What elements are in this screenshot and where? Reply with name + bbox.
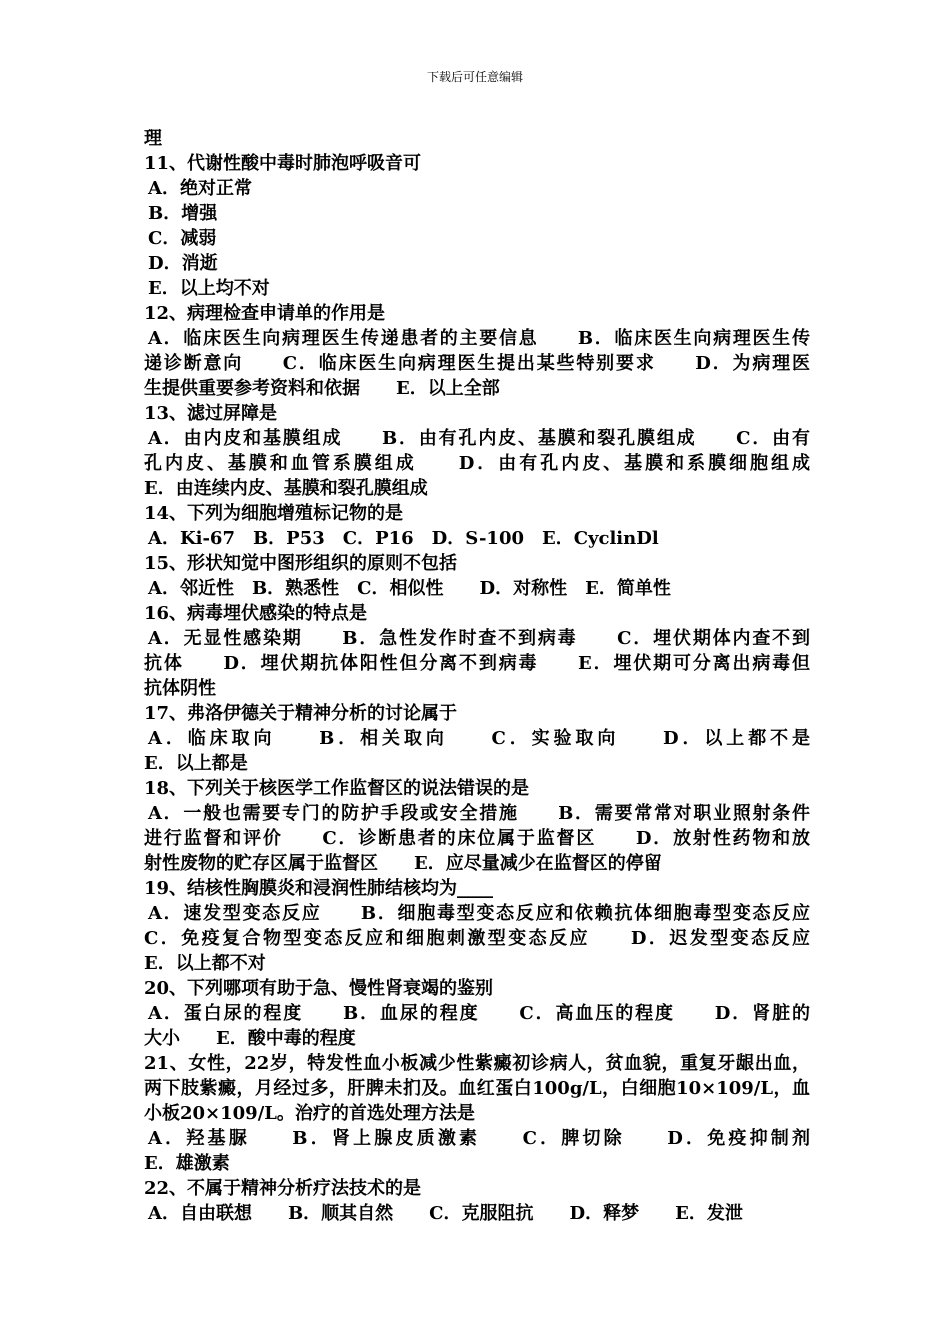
- text-line: 18、下列关于核医学工作监督区的说法错误的是: [144, 778, 530, 799]
- text-line: A．由内皮和基膜组成 B．由有孔内皮、基膜和裂孔膜组成 C．由有: [148, 428, 810, 449]
- text-line: 17、弗洛伊德关于精神分析的讨论属于: [144, 703, 458, 724]
- text-line: A．一般也需要专门的防护手段或安全措施 B．需要常常对职业照射条件: [148, 803, 810, 824]
- text-line: 19、结核性胸膜炎和浸润性肺结核均为____: [144, 878, 494, 899]
- text-line: B．增强: [148, 203, 218, 224]
- text-line: 11、代谢性酸中毒时肺泡呼吸音可: [144, 153, 422, 174]
- text-line: A．自由联想 B．顺其自然 C．克服阻抗 D．释梦 E．发泄: [148, 1203, 743, 1224]
- text-line: 抗体阴性: [144, 678, 216, 699]
- text-line: A．无显性感染期 B．急性发作时查不到病毒 C．埋伏期体内查不到: [148, 628, 810, 649]
- text-line: 递诊断意向 C．临床医生向病理医生提出某些特别要求 D．为病理医: [144, 353, 810, 374]
- text-line: A．羟基脲 B．肾上腺皮质激素 C．脾切除 D．免疫抑制剂: [148, 1128, 810, 1149]
- text-line: 射性废物的贮存区属于监督区 E．应尽量减少在监督区的停留: [144, 853, 662, 874]
- text-line: 16、病毒埋伏感染的特点是: [144, 603, 368, 624]
- text-line: 理: [144, 128, 162, 149]
- text-line: 小板20×109/L。治疗的首选处理方法是: [144, 1103, 475, 1124]
- text-line: 13、滤过屏障是: [144, 403, 278, 424]
- text-line: E．以上都是: [144, 753, 248, 774]
- text-line: E．雄激素: [144, 1153, 230, 1174]
- text-line: A．临床医生向病理医生传递患者的主要信息 B．临床医生向病理医生传: [148, 328, 810, 349]
- document-body: [144, 126, 810, 1226]
- page-header: 下载后可任意编辑: [426, 70, 523, 84]
- text-line: 孔内皮、基膜和血管系膜组成 D．由有孔内皮、基膜和系膜细胞组成: [144, 453, 810, 474]
- text-line: D．消逝: [148, 253, 218, 274]
- text-line: E．以上均不对: [148, 278, 270, 299]
- text-line: 15、形状知觉中图形组织的原则不包括: [144, 553, 458, 574]
- text-line: 抗体 D．埋伏期抗体阳性但分离不到病毒 E．埋伏期可分离出病毒但: [144, 653, 810, 674]
- text-line: E．由连续内皮、基膜和裂孔膜组成: [144, 478, 428, 499]
- text-line: 22、不属于精神分析疗法技术的是: [144, 1178, 422, 1199]
- text-line: 两下肢紫癜，月经过多，肝脾未扪及。血红蛋白100g/L，白细胞10×109/L，血: [144, 1078, 810, 1099]
- text-line: C．免疫复合物型变态反应和细胞刺激型变态反应 D．迟发型变态反应: [144, 928, 810, 949]
- text-line: E．以上都不对: [144, 953, 266, 974]
- text-line: 12、病理检查申请单的作用是: [144, 303, 386, 324]
- text-line: A．邻近性 B．熟悉性 C．相似性 D．对称性 E．简单性: [148, 578, 671, 599]
- text-line: A．临床取向 B．相关取向 C．实验取向 D．以上都不是: [148, 728, 810, 749]
- text-line: 进行监督和评价 C．诊断患者的床位属于监督区 D．放射性药物和放: [144, 828, 810, 849]
- text-line: A．绝对正常: [148, 178, 252, 199]
- text-line: A．速发型变态反应 B．细胞毒型变态反应和依赖抗体细胞毒型变态反应: [148, 903, 810, 924]
- text-line: 14、下列为细胞增殖标记物的是: [144, 503, 404, 524]
- text-line: A．蛋白尿的程度 B．血尿的程度 C．高血压的程度 D．肾脏的: [148, 1003, 810, 1024]
- text-line: 大小 E．酸中毒的程度: [144, 1028, 356, 1049]
- text-line: A．Ki-67 B．P53 C．P16 D．S-100 E．CyclinDl: [148, 528, 659, 549]
- text-line: 生提供重要参考资料和依据 E．以上全部: [144, 378, 500, 399]
- text-line: 21、女性，22岁，特发性血小板减少性紫癜初诊病人，贫血貌，重复牙龈出血，: [144, 1053, 810, 1074]
- text-line: C．减弱: [148, 228, 217, 249]
- text-line: 20、下列哪项有助于急、慢性肾衰竭的鉴别: [144, 978, 494, 999]
